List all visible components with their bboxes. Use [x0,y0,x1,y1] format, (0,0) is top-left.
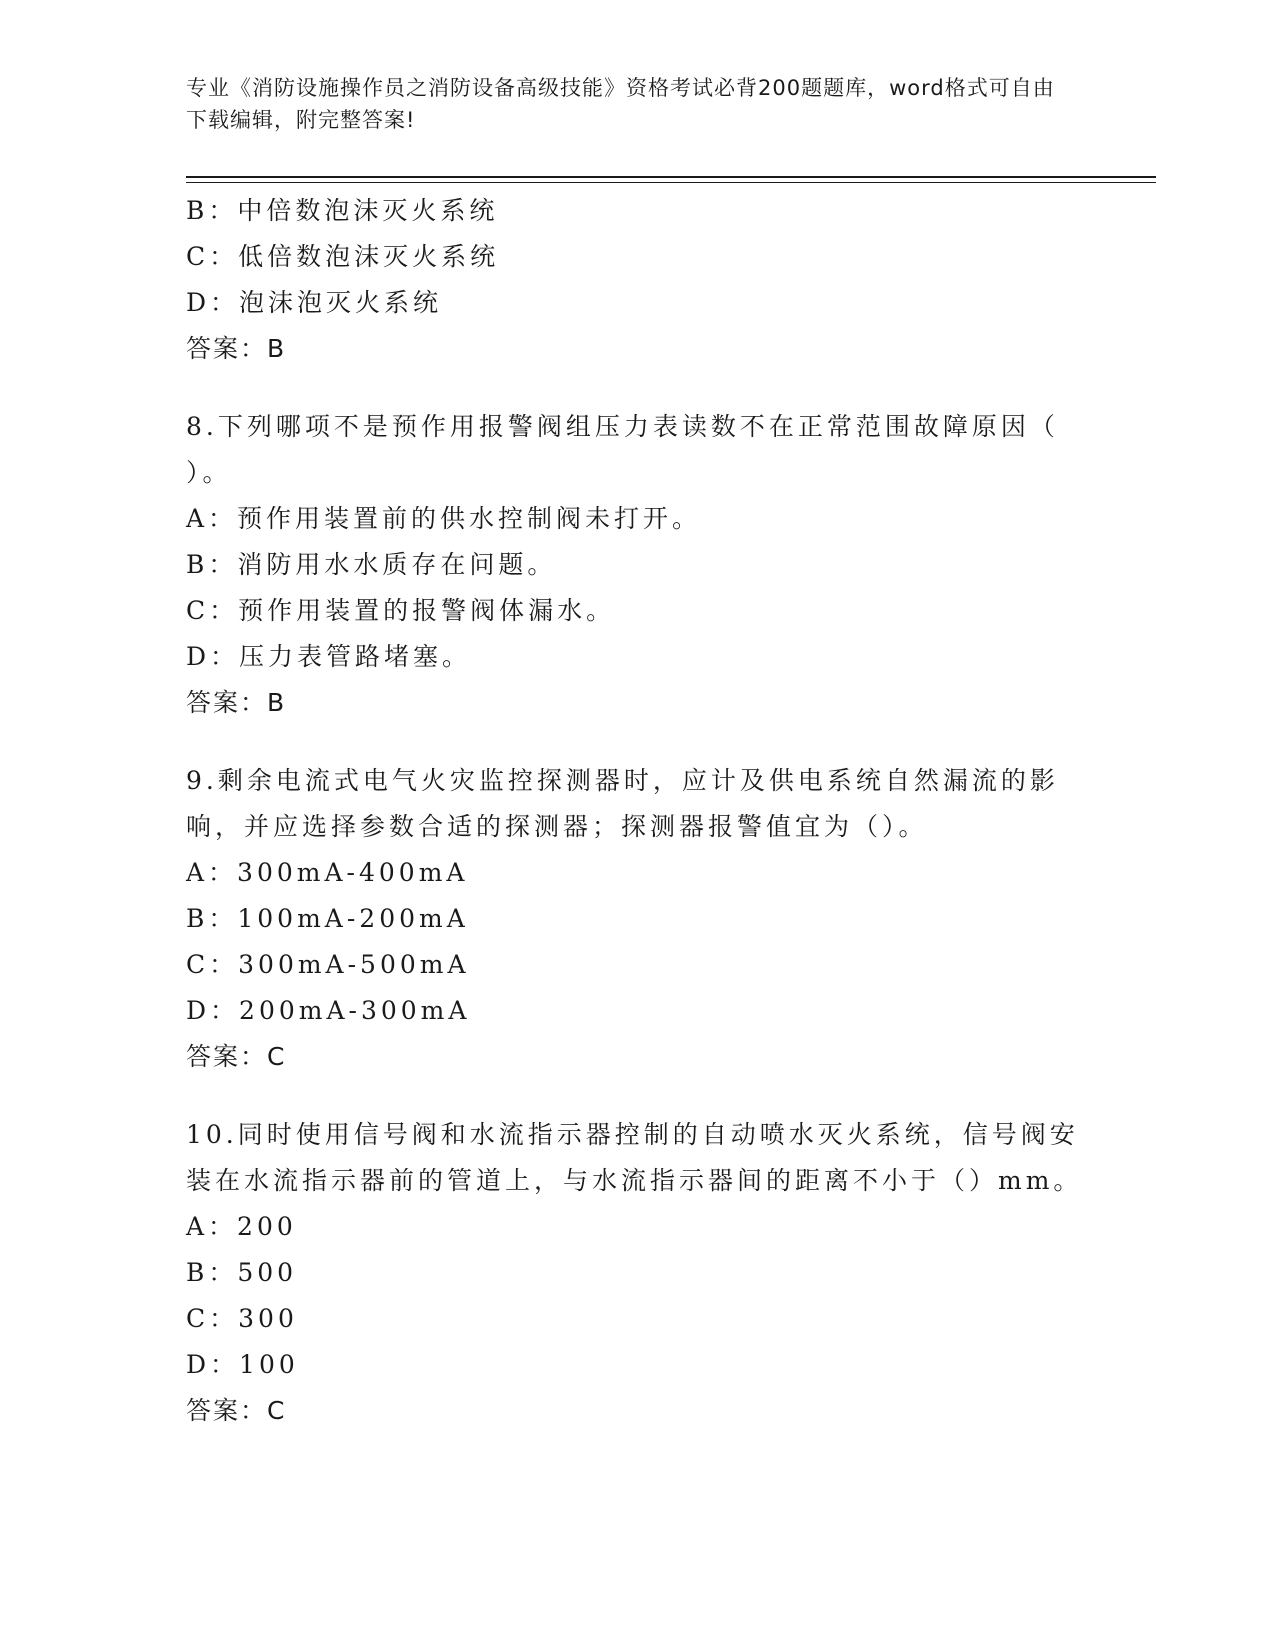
option-b: B：消防用水水质存在问题。 [186,550,557,579]
question-text-line-2: ）。 [186,458,232,487]
question-9 [186,758,1076,1080]
option-a: A：200 [186,1212,297,1241]
header-rule-thin [186,182,1156,183]
answer-line: 答案：B [186,334,287,363]
option-d: D：100 [186,1350,299,1379]
option-d: D：泡沫泡灭火系统 [186,288,443,317]
question-10 [186,1112,1083,1434]
option-d: D：200mA-300mA [186,996,471,1025]
question-text-line-2: 装在水流指示器前的管道上，与水流指示器间的距离不小于（）mm。 [186,1166,1083,1195]
option-b: B：100mA-200mA [186,904,469,933]
option-c: C：300 [186,1304,298,1333]
document-header: 专业《消防设施操作员之消防设备高级技能》资格考试必背200题题库，word格式可自由下载编辑，附完整答案! [186,76,1055,132]
question-text-line-1: 9.剩余电流式电气火灾监控探测器时，应计及供电系统自然漏流的影 [186,766,1059,795]
option-a: A：预作用装置前的供水控制阀未打开。 [186,504,702,533]
option-c: C：预作用装置的报警阀体漏水。 [186,596,616,625]
option-a: A：300mA-400mA [186,858,469,887]
option-c: C：低倍数泡沫灭火系统 [186,242,500,271]
question-content [186,188,1083,1434]
answer-line: 答案：C [186,1396,287,1425]
option-b: B：500 [186,1258,298,1287]
question-text-line-1: 10.同时使用信号阀和水流指示器控制的自动喷水灭火系统，信号阀安 [186,1120,1079,1149]
answer-line: 答案：B [186,688,287,717]
answer-line: 答案：C [186,1042,287,1071]
question-8 [186,404,1076,726]
question-text-line-1: 8.下列哪项不是预作用报警阀组压力表读数不在正常范围故障原因（ [186,412,1059,441]
option-c: C：300mA-500mA [186,950,470,979]
previous-question-tail [186,188,1076,372]
spacer [186,372,1076,404]
spacer [186,726,1076,758]
header-rule-thick [186,176,1156,178]
option-b: B：中倍数泡沫灭火系统 [186,196,499,225]
spacer [186,1080,1076,1112]
option-d: D：压力表管路堵塞。 [186,642,472,671]
question-text-line-2: 响，并应选择参数合适的探测器；探测器报警值宜为（）。 [186,812,928,841]
